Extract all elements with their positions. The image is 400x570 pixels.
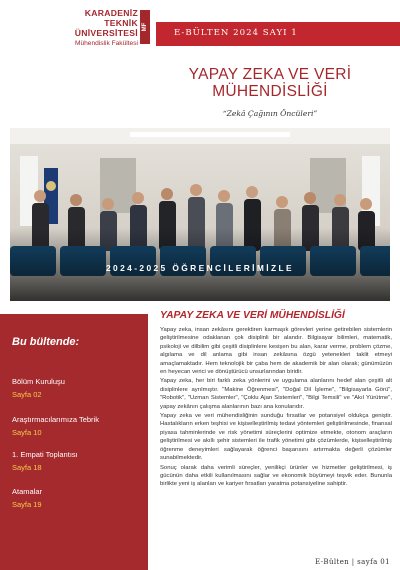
logo-line-3: Mühendislik Fakültesi: [74, 40, 138, 47]
sidebar-item-tebrik[interactable]: [12, 414, 99, 438]
article-body: [160, 326, 392, 490]
sidebar-title: Bu bültende:: [12, 336, 80, 348]
page-title-line-1: YAPAY ZEKA VE VERİ: [188, 66, 352, 83]
page-title-line-2: MÜHENDİSLİĞİ: [212, 83, 328, 100]
photo-caption: 2024-2025 ÖĞRENCİLERİMİZLE: [105, 263, 295, 273]
sidebar-item-page: Sayfa 10: [12, 428, 42, 437]
group-photo-illustration: [10, 128, 390, 301]
mf-badge: [140, 10, 150, 44]
article-paragraph: Yapay zeka, insan zekâsını gerektiren karmaşık görevleri yerine getirebilen sistemlerin geliştirilmesine odaklanan çok disiplinli bir alandır. Bilgisayar bilimleri, matematik, psikoloji ve dilbilim gibi çeşitli disiplinlere kesişen bu alan, karar verme, problem çözme, algılama ve dil anlama gibi insan zekâsına özgü yetenekleri taklit etmeyi amaçlamaktadır. Hem teknolojik bir çaba hem de akademik bir alan olarak; günümüzün en heyecan verici ve dönüştürücü unsurlarından biridir.: [160, 327, 392, 376]
title-block: [150, 66, 390, 118]
sidebar-item-title: 1. Empati Toplantısı: [12, 450, 78, 459]
in-this-issue-sidebar: [0, 314, 148, 570]
page-subtitle: “Zekâ Çağının Öncüleri”: [222, 109, 318, 118]
ebulten-banner: [156, 22, 400, 46]
logo-line-1: KARADENİZ: [84, 8, 138, 18]
page-footer: E-Bülten | sayfa 01: [315, 558, 390, 566]
article-paragraph: Yapay zeka ve veri mühendisliğinin sunduğu fırsatlar ve potansiyel oldukça geniştir. Hastalıkların erken teşhisi ve kişiselleştirilmiş tedavi yöntemleri geliştirilmesinde, finansal piyasa tahminlerinde ve risk yönetimi süreçlerini optimize etmekte, otonom araçların geliştirilmesi ve akıllı şehir sistemleri ile trafik yönetimi gibi çözümlerde, kişiselleştirilmiş öğrenme deneyimleri sağlayarak öğrenci başarısını artırmakta değerli çözümler sunabilmektedir.: [160, 413, 392, 462]
university-logo: [52, 8, 138, 49]
sidebar-item-title: Atamalar: [12, 487, 43, 496]
sidebar-item-title: Araştırmacılarımıza Tebrik: [12, 415, 99, 424]
sidebar-item-empati[interactable]: [12, 449, 78, 473]
sidebar-item-page: Sayfa 19: [12, 500, 42, 509]
header: [0, 0, 400, 58]
article-paragraph: Sonuç olarak daha verimli süreçler, yenilikçi ürünler ve hizmetler geliştirilmesi, iş gücünün daha etkili kullanılmasını sağlar ve ekonomik büyümeyi teşvik eder. Bununla birlikte yeni iş alanları ve kariyer fırsatları yaratma potansiyeline sahiptir.: [160, 464, 392, 488]
article-heading: YAPAY ZEKA VE VERİ MÜHENDİSLİĞİ: [160, 310, 345, 321]
sidebar-item-page: Sayfa 18: [12, 463, 42, 472]
group-photo: [10, 128, 390, 301]
sidebar-item-bolum-kurulusu[interactable]: [12, 376, 65, 400]
mf-badge-text: MF: [142, 22, 148, 32]
sidebar-item-atamalar[interactable]: [12, 486, 42, 510]
article-paragraph: Yapay zeka, her biri farklı zeka yönlerini ve uygulama alanlarını hedef alan çeşitli alt disiplinlere ayrılmıştır. "Makine Öğrenmesi", "Doğal Dil İşleme", "Bilgisayarla Görü", "Robotik", "Uzman Sistemler", "Çoklu Ajan Sistemleri", "Bilgi Temsili" ve "Akıl Yürütme", yapay zekânın çalışma alanlarının bazı ana konularıdır.: [160, 378, 392, 410]
sidebar-item-page: Sayfa 02: [12, 390, 42, 399]
sidebar-item-title: Bölüm Kuruluşu: [12, 377, 65, 386]
logo-line-2: TEKNİK ÜNİVERSİTESİ: [74, 18, 138, 38]
ebulten-label: E-BÜLTEN 2024 SAYI 1: [174, 28, 298, 38]
